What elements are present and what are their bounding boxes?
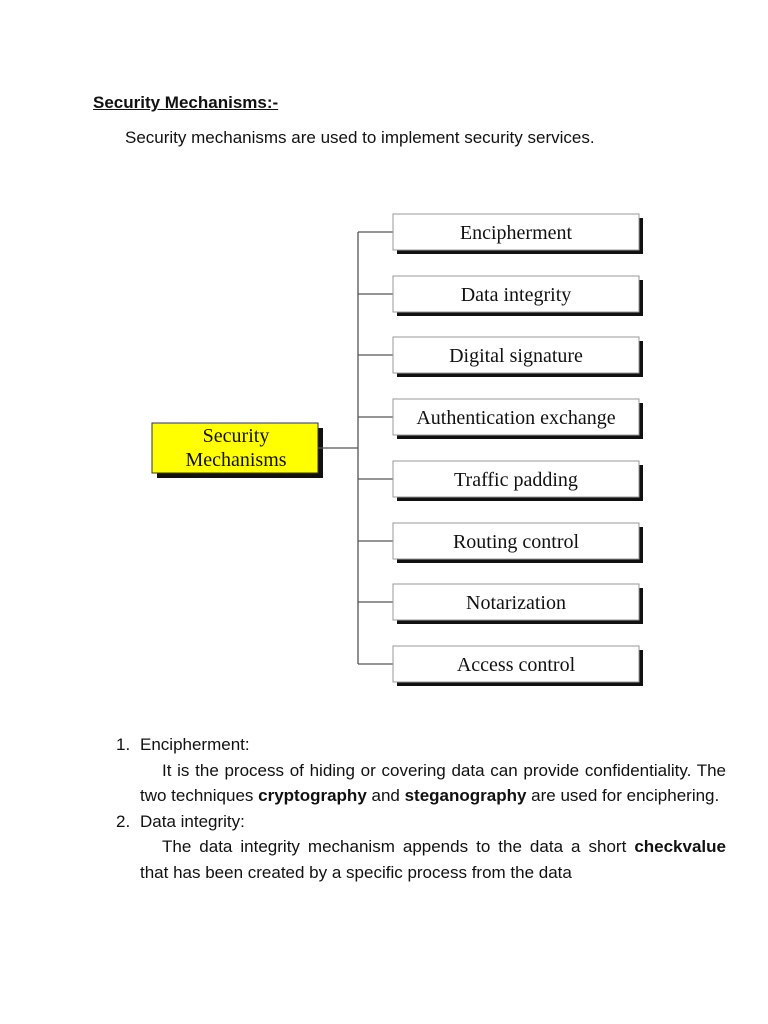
item-data-integrity (393, 276, 643, 316)
root-node (152, 423, 323, 478)
list-item-paragraph: It is the process of hiding or covering data can provide confidentiality. The two techniques cryptography and steganography are used for enciphering. (140, 760, 726, 805)
item-notarization (393, 584, 643, 624)
root-label-line2: Mechanisms (185, 449, 287, 471)
list-item-data-integrity (116, 809, 726, 886)
item-digital-signature (393, 337, 643, 377)
item-label-routing-control: Routing control (452, 531, 580, 553)
item-label-encipherment: Encipherment (459, 222, 573, 244)
item-label-notarization: Notarization (466, 592, 566, 614)
item-encipherment (393, 214, 643, 254)
connectors (318, 232, 393, 664)
section-heading: Security Mechanisms:- (93, 93, 279, 112)
list-item-title: Data integrity: (140, 811, 245, 831)
item-label-data-integrity: Data integrity (460, 284, 572, 306)
item-label-digital-signature: Digital signature (449, 345, 583, 367)
intro-text: Security mechanisms are used to implement security services. (125, 128, 595, 147)
list-item-title: Encipherment: (140, 735, 250, 754)
item-access-control (393, 646, 643, 686)
item-label-access-control: Access control (456, 654, 576, 676)
item-authentication-exchange (393, 399, 643, 439)
list-item-encipherment (116, 732, 726, 809)
list-number: 2. (116, 811, 131, 831)
item-label-authentication-exchange: Authentication exchange (416, 407, 616, 429)
list-item-paragraph: The data integrity mechanism appends to the data a short checkvalue that has been created by a specific process from the data (140, 837, 726, 882)
item-routing-control (393, 523, 643, 563)
item-label-traffic-padding: Traffic padding (454, 469, 578, 491)
term-checkvalue: checkvalue (634, 837, 726, 856)
list-number: 1. (116, 735, 131, 754)
term-cryptography: cryptography (258, 786, 367, 805)
item-traffic-padding (393, 461, 643, 501)
term-steganography: steganography (404, 786, 527, 805)
root-label-line1: Security (202, 425, 270, 447)
mechanisms-list (116, 732, 726, 885)
